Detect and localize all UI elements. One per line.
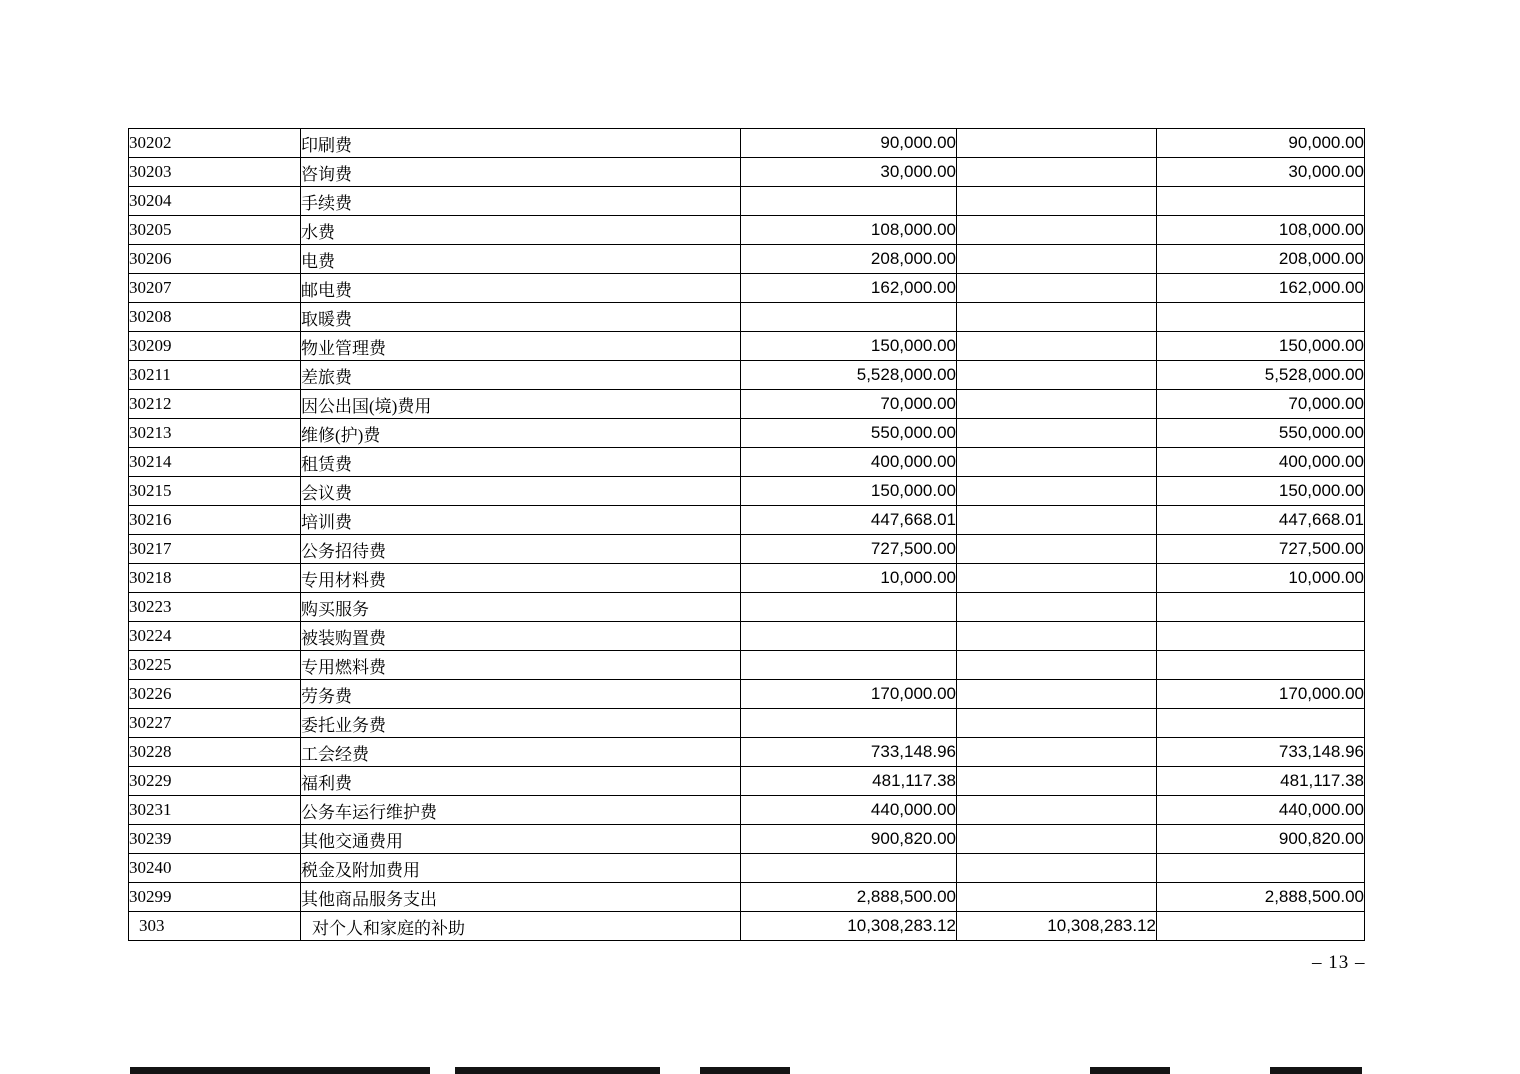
- amount-cell-3: 208,000.00: [1157, 245, 1365, 274]
- amount-cell-1: 2,888,500.00: [741, 883, 957, 912]
- amount-cell-2: [957, 216, 1157, 245]
- amount-cell-2: [957, 129, 1157, 158]
- table-row: [129, 564, 1365, 593]
- code-cell: 30204: [129, 187, 301, 216]
- amount-cell-3: 400,000.00: [1157, 448, 1365, 477]
- amount-cell-3: [1157, 303, 1365, 332]
- amount-cell-1: 900,820.00: [741, 825, 957, 854]
- code-cell: 30214: [129, 448, 301, 477]
- amount-cell-2: [957, 390, 1157, 419]
- amount-cell-3: 5,528,000.00: [1157, 361, 1365, 390]
- amount-cell-3: 162,000.00: [1157, 274, 1365, 303]
- label-cell: 取暖费: [301, 303, 741, 332]
- amount-cell-2: [957, 187, 1157, 216]
- amount-cell-3: 150,000.00: [1157, 477, 1365, 506]
- amount-cell-2: [957, 419, 1157, 448]
- amount-cell-1: 447,668.01: [741, 506, 957, 535]
- code-cell: 30227: [129, 709, 301, 738]
- label-cell: 公务招待费: [301, 535, 741, 564]
- amount-cell-1: 727,500.00: [741, 535, 957, 564]
- table-row: [129, 622, 1365, 651]
- label-cell: 物业管理费: [301, 332, 741, 361]
- code-cell: 30209: [129, 332, 301, 361]
- table-row: [129, 825, 1365, 854]
- code-cell: 30205: [129, 216, 301, 245]
- table-row: [129, 738, 1365, 767]
- amount-cell-2: [957, 245, 1157, 274]
- label-cell: 对个人和家庭的补助: [301, 912, 741, 941]
- table-row: [129, 129, 1365, 158]
- amount-cell-3: 481,117.38: [1157, 767, 1365, 796]
- amount-cell-3: [1157, 651, 1365, 680]
- amount-cell-3: 900,820.00: [1157, 825, 1365, 854]
- amount-cell-3: 70,000.00: [1157, 390, 1365, 419]
- budget-table: [128, 128, 1365, 941]
- table-row: [129, 187, 1365, 216]
- amount-cell-3: 170,000.00: [1157, 680, 1365, 709]
- amount-cell-3: 727,500.00: [1157, 535, 1365, 564]
- table-row: [129, 216, 1365, 245]
- amount-cell-1: 70,000.00: [741, 390, 957, 419]
- label-cell: 其他交通费用: [301, 825, 741, 854]
- amount-cell-3: 150,000.00: [1157, 332, 1365, 361]
- amount-cell-1: 733,148.96: [741, 738, 957, 767]
- code-cell: 30224: [129, 622, 301, 651]
- code-cell: 30240: [129, 854, 301, 883]
- amount-cell-3: 447,668.01: [1157, 506, 1365, 535]
- label-cell: 劳务费: [301, 680, 741, 709]
- table-row: [129, 651, 1365, 680]
- budget-table-body: [129, 129, 1365, 941]
- label-cell: 邮电费: [301, 274, 741, 303]
- label-cell: 电费: [301, 245, 741, 274]
- label-cell: 专用燃料费: [301, 651, 741, 680]
- amount-cell-2: [957, 448, 1157, 477]
- amount-cell-2: [957, 361, 1157, 390]
- amount-cell-2: [957, 738, 1157, 767]
- amount-cell-1: 440,000.00: [741, 796, 957, 825]
- amount-cell-2: [957, 303, 1157, 332]
- table-row: [129, 332, 1365, 361]
- label-cell: 租赁费: [301, 448, 741, 477]
- code-cell: 30223: [129, 593, 301, 622]
- code-cell: 30228: [129, 738, 301, 767]
- amount-cell-3: [1157, 622, 1365, 651]
- amount-cell-1: 108,000.00: [741, 216, 957, 245]
- amount-cell-1: 150,000.00: [741, 477, 957, 506]
- amount-cell-2: [957, 651, 1157, 680]
- amount-cell-1: 10,308,283.12: [741, 912, 957, 941]
- table-row: [129, 448, 1365, 477]
- fragment-bar: [700, 1067, 790, 1074]
- amount-cell-2: [957, 825, 1157, 854]
- amount-cell-3: 440,000.00: [1157, 796, 1365, 825]
- amount-cell-2: [957, 593, 1157, 622]
- amount-cell-1: [741, 593, 957, 622]
- code-cell: 30212: [129, 390, 301, 419]
- amount-cell-1: [741, 187, 957, 216]
- code-cell: 30217: [129, 535, 301, 564]
- amount-cell-2: [957, 158, 1157, 187]
- code-cell: 30231: [129, 796, 301, 825]
- table-row: [129, 883, 1365, 912]
- amount-cell-1: 170,000.00: [741, 680, 957, 709]
- amount-cell-2: [957, 332, 1157, 361]
- amount-cell-3: [1157, 593, 1365, 622]
- amount-cell-3: 90,000.00: [1157, 129, 1365, 158]
- table-row: [129, 912, 1365, 941]
- amount-cell-1: 400,000.00: [741, 448, 957, 477]
- code-cell: 30202: [129, 129, 301, 158]
- amount-cell-3: 733,148.96: [1157, 738, 1365, 767]
- amount-cell-3: 108,000.00: [1157, 216, 1365, 245]
- amount-cell-1: 550,000.00: [741, 419, 957, 448]
- code-cell: 30203: [129, 158, 301, 187]
- label-cell: 手续费: [301, 187, 741, 216]
- amount-cell-3: [1157, 854, 1365, 883]
- table-row: [129, 245, 1365, 274]
- code-cell: 30299: [129, 883, 301, 912]
- code-cell: 303: [129, 912, 301, 941]
- amount-cell-3: 2,888,500.00: [1157, 883, 1365, 912]
- label-cell: 税金及附加费用: [301, 854, 741, 883]
- code-cell: 30226: [129, 680, 301, 709]
- code-cell: 30211: [129, 361, 301, 390]
- page-number: – 13 –: [1312, 952, 1366, 973]
- amount-cell-1: [741, 709, 957, 738]
- amount-cell-2: [957, 564, 1157, 593]
- label-cell: 咨询费: [301, 158, 741, 187]
- label-cell: 工会经费: [301, 738, 741, 767]
- label-cell: 福利费: [301, 767, 741, 796]
- label-cell: 被装购置费: [301, 622, 741, 651]
- amount-cell-1: 30,000.00: [741, 158, 957, 187]
- table-row: [129, 796, 1365, 825]
- amount-cell-1: 90,000.00: [741, 129, 957, 158]
- amount-cell-3: 30,000.00: [1157, 158, 1365, 187]
- label-cell: 印刷费: [301, 129, 741, 158]
- amount-cell-1: [741, 651, 957, 680]
- fragment-bar: [1090, 1067, 1170, 1074]
- amount-cell-2: [957, 854, 1157, 883]
- table-row: [129, 390, 1365, 419]
- table-row: [129, 535, 1365, 564]
- table-row: [129, 361, 1365, 390]
- table-row: [129, 419, 1365, 448]
- amount-cell-3: 550,000.00: [1157, 419, 1365, 448]
- code-cell: 30229: [129, 767, 301, 796]
- table-row: [129, 593, 1365, 622]
- code-cell: 30207: [129, 274, 301, 303]
- table-row: [129, 506, 1365, 535]
- label-cell: 专用材料费: [301, 564, 741, 593]
- code-cell: 30215: [129, 477, 301, 506]
- amount-cell-2: [957, 680, 1157, 709]
- code-cell: 30206: [129, 245, 301, 274]
- amount-cell-2: [957, 767, 1157, 796]
- amount-cell-2: [957, 477, 1157, 506]
- amount-cell-1: 150,000.00: [741, 332, 957, 361]
- table-row: [129, 854, 1365, 883]
- table-row: [129, 274, 1365, 303]
- amount-cell-1: 481,117.38: [741, 767, 957, 796]
- amount-cell-3: [1157, 187, 1365, 216]
- table-row: [129, 680, 1365, 709]
- code-cell: 30208: [129, 303, 301, 332]
- amount-cell-1: 162,000.00: [741, 274, 957, 303]
- amount-cell-2: [957, 535, 1157, 564]
- amount-cell-1: 5,528,000.00: [741, 361, 957, 390]
- amount-cell-2: [957, 274, 1157, 303]
- label-cell: 水费: [301, 216, 741, 245]
- label-cell: 会议费: [301, 477, 741, 506]
- amount-cell-3: [1157, 912, 1365, 941]
- fragment-bar: [1270, 1067, 1362, 1074]
- amount-cell-1: 10,000.00: [741, 564, 957, 593]
- label-cell: 差旅费: [301, 361, 741, 390]
- amount-cell-2: [957, 796, 1157, 825]
- amount-cell-2: [957, 883, 1157, 912]
- amount-cell-2: [957, 506, 1157, 535]
- amount-cell-3: [1157, 709, 1365, 738]
- label-cell: 购买服务: [301, 593, 741, 622]
- label-cell: 委托业务费: [301, 709, 741, 738]
- amount-cell-3: 10,000.00: [1157, 564, 1365, 593]
- table-row: [129, 477, 1365, 506]
- amount-cell-2: [957, 622, 1157, 651]
- label-cell: 因公出国(境)费用: [301, 390, 741, 419]
- code-cell: 30225: [129, 651, 301, 680]
- code-cell: 30239: [129, 825, 301, 854]
- amount-cell-2: [957, 709, 1157, 738]
- fragment-bar: [455, 1067, 660, 1074]
- code-cell: 30213: [129, 419, 301, 448]
- label-cell: 其他商品服务支出: [301, 883, 741, 912]
- code-cell: 30216: [129, 506, 301, 535]
- table-row: [129, 158, 1365, 187]
- amount-cell-1: [741, 622, 957, 651]
- amount-cell-1: [741, 303, 957, 332]
- amount-cell-1: 208,000.00: [741, 245, 957, 274]
- amount-cell-1: [741, 854, 957, 883]
- table-row: [129, 303, 1365, 332]
- label-cell: 培训费: [301, 506, 741, 535]
- fragment-bar: [130, 1067, 430, 1074]
- code-cell: 30218: [129, 564, 301, 593]
- label-cell: 维修(护)费: [301, 419, 741, 448]
- amount-cell-2: 10,308,283.12: [957, 912, 1157, 941]
- label-cell: 公务车运行维护费: [301, 796, 741, 825]
- table-row: [129, 709, 1365, 738]
- table-row: [129, 767, 1365, 796]
